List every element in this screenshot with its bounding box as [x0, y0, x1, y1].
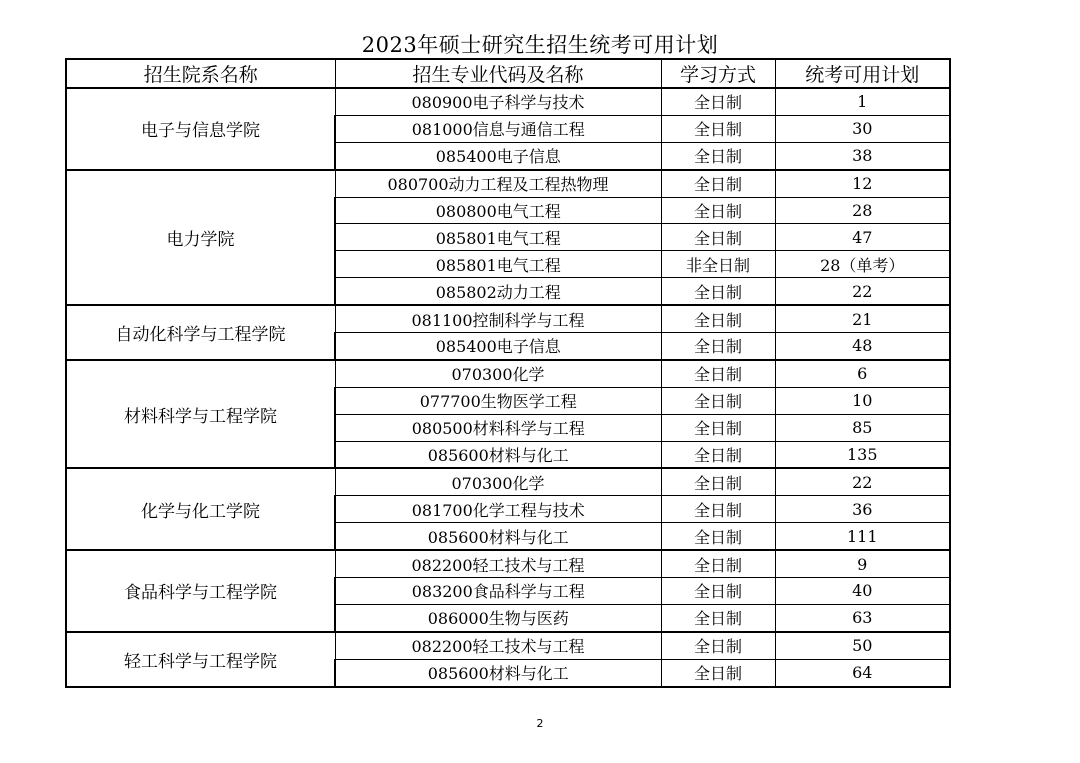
table-row — [66, 468, 950, 495]
quota-cell: 22 — [775, 468, 950, 495]
study-mode-cell: 全日制 — [661, 496, 775, 523]
major-cell: 085400电子信息 — [335, 142, 661, 169]
quota-cell: 135 — [775, 441, 950, 468]
quota-cell: 47 — [775, 224, 950, 251]
study-mode-cell: 全日制 — [661, 197, 775, 224]
table-row — [66, 360, 950, 387]
major-cell: 085801电气工程 — [335, 251, 661, 278]
study-mode-cell: 全日制 — [661, 578, 775, 605]
major-cell: 081000信息与通信工程 — [335, 115, 661, 142]
table-row — [66, 550, 950, 577]
major-cell: 085600材料与化工 — [335, 523, 661, 550]
quota-cell: 63 — [775, 604, 950, 631]
dept-name-cell: 材料科学与工程学院 — [66, 360, 335, 469]
study-mode-cell: 全日制 — [661, 142, 775, 169]
major-cell: 085600材料与化工 — [335, 441, 661, 468]
table-header-row — [66, 59, 950, 88]
major-cell: 080700动力工程及工程热物理 — [335, 170, 661, 197]
major-cell: 081700化学工程与技术 — [335, 496, 661, 523]
dept-name-cell: 电子与信息学院 — [66, 88, 335, 170]
major-cell: 086000生物与医药 — [335, 604, 661, 631]
quota-cell: 12 — [775, 170, 950, 197]
major-cell: 081100控制科学与工程 — [335, 305, 661, 332]
header-mode: 学习方式 — [661, 59, 775, 88]
study-mode-cell: 全日制 — [661, 604, 775, 631]
dept-name-cell: 食品科学与工程学院 — [66, 550, 335, 632]
header-dept: 招生院系名称 — [66, 59, 335, 88]
major-cell: 070300化学 — [335, 360, 661, 387]
major-cell: 080900电子科学与技术 — [335, 88, 661, 115]
study-mode-cell: 全日制 — [661, 305, 775, 332]
quota-cell: 6 — [775, 360, 950, 387]
study-mode-cell: 全日制 — [661, 224, 775, 251]
quota-cell: 40 — [775, 578, 950, 605]
study-mode-cell: 全日制 — [661, 659, 775, 686]
quota-cell: 21 — [775, 305, 950, 332]
table-row — [66, 170, 950, 197]
study-mode-cell: 全日制 — [661, 88, 775, 115]
quota-cell: 9 — [775, 550, 950, 577]
quota-cell: 48 — [775, 333, 950, 360]
quota-cell: 111 — [775, 523, 950, 550]
major-cell: 077700生物医学工程 — [335, 387, 661, 414]
enrollment-plan-table — [65, 58, 951, 688]
study-mode-cell: 全日制 — [661, 468, 775, 495]
quota-cell: 10 — [775, 387, 950, 414]
quota-cell: 28（单考） — [775, 251, 950, 278]
table-row — [66, 305, 950, 332]
table-row — [66, 632, 950, 659]
page-number: 2 — [536, 717, 544, 730]
table-row — [66, 88, 950, 115]
major-cell: 082200轻工技术与工程 — [335, 550, 661, 577]
quota-cell: 85 — [775, 414, 950, 441]
quota-cell: 38 — [775, 142, 950, 169]
dept-name-cell: 电力学院 — [66, 170, 335, 305]
study-mode-cell: 全日制 — [661, 387, 775, 414]
study-mode-cell: 全日制 — [661, 414, 775, 441]
quota-cell: 30 — [775, 115, 950, 142]
study-mode-cell: 全日制 — [661, 441, 775, 468]
quota-cell: 28 — [775, 197, 950, 224]
study-mode-cell: 全日制 — [661, 360, 775, 387]
major-cell: 080500材料科学与工程 — [335, 414, 661, 441]
study-mode-cell: 全日制 — [661, 523, 775, 550]
major-cell: 080800电气工程 — [335, 197, 661, 224]
study-mode-cell: 全日制 — [661, 170, 775, 197]
study-mode-cell: 全日制 — [661, 550, 775, 577]
study-mode-cell: 全日制 — [661, 115, 775, 142]
quota-cell: 36 — [775, 496, 950, 523]
dept-name-cell: 化学与化工学院 — [66, 468, 335, 550]
header-quota: 统考可用计划 — [775, 59, 950, 88]
dept-name-cell: 自动化科学与工程学院 — [66, 305, 335, 360]
quota-cell: 50 — [775, 632, 950, 659]
study-mode-cell: 全日制 — [661, 278, 775, 305]
major-cell: 085600材料与化工 — [335, 659, 661, 686]
document-title: 2023年硕士研究生招生统考可用计划 — [361, 33, 719, 57]
major-cell: 083200食品科学与工程 — [335, 578, 661, 605]
major-cell: 085400电子信息 — [335, 333, 661, 360]
quota-cell: 1 — [775, 88, 950, 115]
dept-name-cell: 轻工科学与工程学院 — [66, 632, 335, 687]
major-cell: 070300化学 — [335, 468, 661, 495]
study-mode-cell: 非全日制 — [661, 251, 775, 278]
study-mode-cell: 全日制 — [661, 632, 775, 659]
table-body — [66, 88, 950, 687]
major-cell: 082200轻工技术与工程 — [335, 632, 661, 659]
quota-cell: 64 — [775, 659, 950, 686]
major-cell: 085801电气工程 — [335, 224, 661, 251]
quota-cell: 22 — [775, 278, 950, 305]
study-mode-cell: 全日制 — [661, 333, 775, 360]
major-cell: 085802动力工程 — [335, 278, 661, 305]
header-major: 招生专业代码及名称 — [335, 59, 661, 88]
